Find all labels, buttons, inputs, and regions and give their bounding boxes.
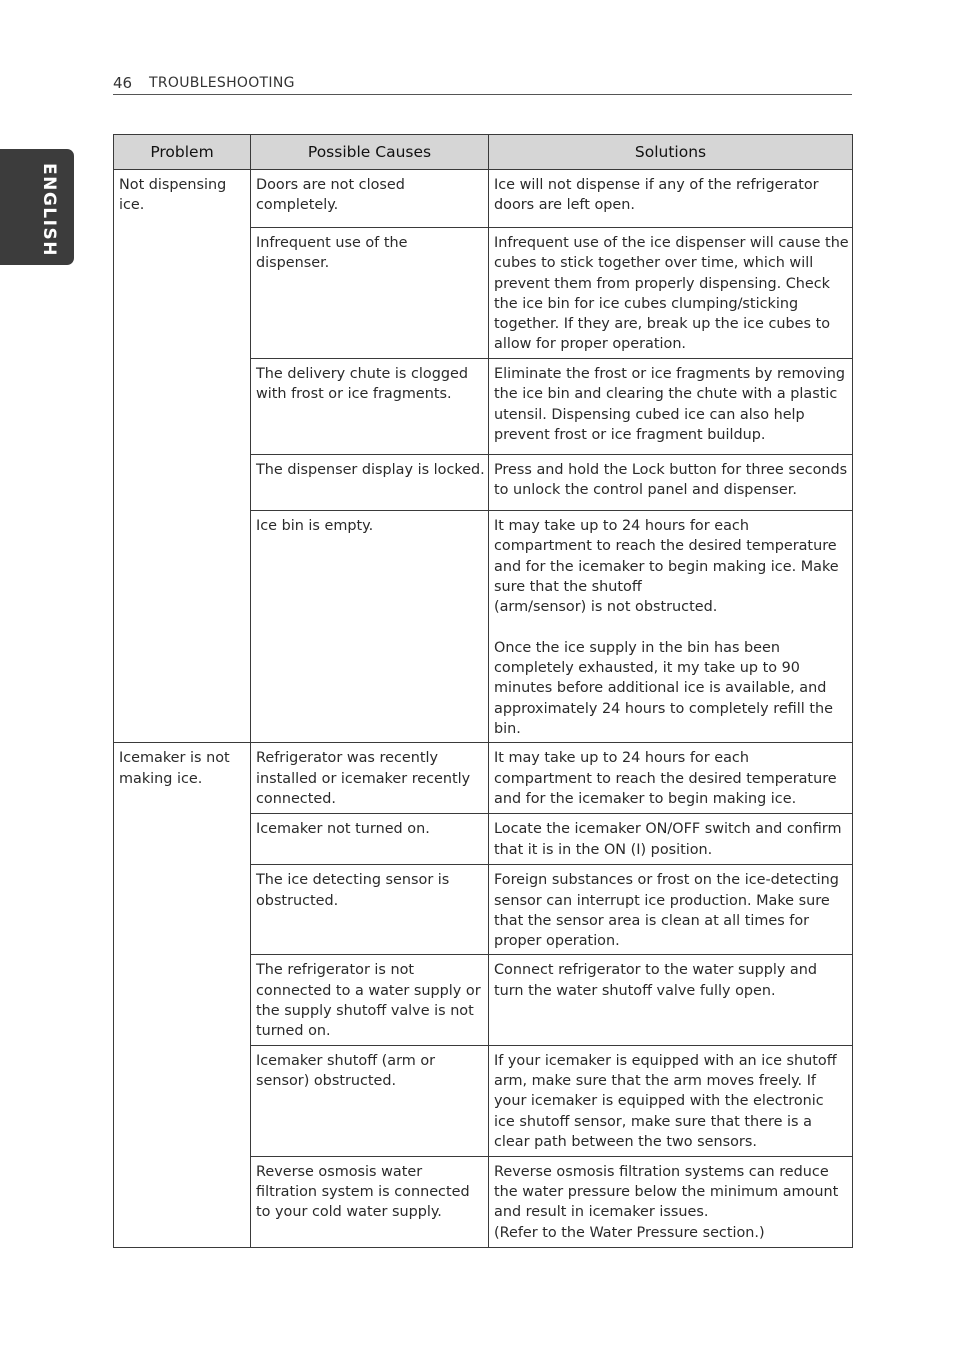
page-number: 46 [113, 74, 133, 92]
problem-cell: Icemaker is not making ice. [114, 743, 251, 1247]
solution-cell: Eliminate the frost or ice fragments by removing the ice bin and clearing the chute with a plastic utensil. Dispensing cubed ice can also help prevent frost or ice fragment buildup. [489, 359, 853, 455]
language-tab-label: ENGLISH [39, 163, 59, 257]
column-header-solutions: Solutions [489, 135, 853, 170]
language-tab [0, 149, 74, 265]
cause-cell: Icemaker shutoff (arm or sensor) obstructed. [251, 1045, 489, 1156]
problem-cell: Not dispensing ice. [114, 170, 251, 743]
solution-cell: Locate the icemaker ON/OFF switch and confirm that it is in the ON (I) position. [489, 814, 853, 865]
section-title: TROUBLESHOOTING [149, 75, 295, 91]
column-header-problem: Problem [114, 135, 251, 170]
solution-cell: If your icemaker is equipped with an ice shutoff arm, make sure that the arm moves freely. If your icemaker is equipped with the electronic ice shutoff sensor, make sure that there is a clear path between the two sensors. [489, 1045, 853, 1156]
cause-cell: Ice bin is empty. [251, 511, 489, 743]
table-header-row [114, 135, 853, 170]
troubleshooting-table [113, 134, 853, 1248]
solution-cell: It may take up to 24 hours for each compartment to reach the desired temperature and for the icemaker to begin making ice. Make sure that the shutoff (arm/sensor) is not obstructed. Once the ice supply in the bin has been completely exhausted, it my take up to 90 minutes before additional ice is available, and approximately 24 hours to completely refill the bin. [489, 511, 853, 743]
solution-cell: It may take up to 24 hours for each compartment to reach the desired temperature and for the icemaker to begin making ice. [489, 743, 853, 814]
column-header-causes: Possible Causes [251, 135, 489, 170]
cause-cell: Reverse osmosis water filtration system is connected to your cold water supply. [251, 1156, 489, 1247]
table-row [114, 743, 853, 814]
cause-cell: The delivery chute is clogged with frost or ice fragments. [251, 359, 489, 455]
cause-cell: Infrequent use of the dispenser. [251, 228, 489, 359]
solution-cell: Infrequent use of the ice dispenser will cause the cubes to stick together over time, which will prevent them from properly dispensing. Check the ice bin for ice cubes clumping/sticking together. If they are, break up the ice cubes to allow for proper operation. [489, 228, 853, 359]
cause-cell: Doors are not closed completely. [251, 170, 489, 228]
solution-cell: Ice will not dispense if any of the refrigerator doors are left open. [489, 170, 853, 228]
table-row [114, 170, 853, 228]
solution-cell: Connect refrigerator to the water supply and turn the water shutoff valve fully open. [489, 955, 853, 1045]
solution-cell: Press and hold the Lock button for three seconds to unlock the control panel and dispenser. [489, 455, 853, 511]
solution-cell: Reverse osmosis filtration systems can reduce the water pressure below the minimum amount and result in icemaker issues. (Refer to the Water Pressure section.) [489, 1156, 853, 1247]
solution-cell: Foreign substances or frost on the ice-detecting sensor can interrupt ice production. Make sure that the sensor area is clean at all times for proper operation. [489, 865, 853, 955]
page-header [113, 74, 852, 95]
cause-cell: Refrigerator was recently installed or icemaker recently connected. [251, 743, 489, 814]
cause-cell: The refrigerator is not connected to a water supply or the supply shutoff valve is not turned on. [251, 955, 489, 1045]
cause-cell: The ice detecting sensor is obstructed. [251, 865, 489, 955]
cause-cell: The dispenser display is locked. [251, 455, 489, 511]
cause-cell: Icemaker not turned on. [251, 814, 489, 865]
